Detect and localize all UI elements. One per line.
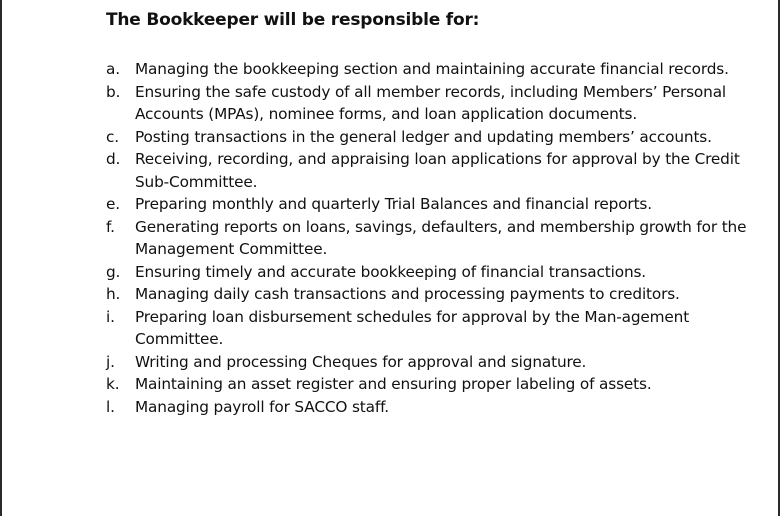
list-marker: i.	[106, 307, 115, 326]
list-marker: d.	[106, 150, 121, 168]
list-item	[106, 148, 766, 193]
list-item-text: Posting transactions in the general ledger and updating members’ accounts.	[135, 127, 712, 146]
list-marker: a.	[106, 60, 120, 78]
list-item	[106, 216, 766, 261]
list-marker: l.	[106, 397, 115, 416]
list-item	[106, 396, 766, 419]
list-item-text: Managing daily cash transactions and processing payments to creditors.	[135, 285, 680, 303]
list-marker: f.	[106, 217, 115, 236]
list-marker: e.	[106, 195, 120, 213]
list-marker: g.	[106, 262, 121, 281]
section-heading: The Bookkeeper will be responsible for:	[106, 10, 480, 30]
list-marker: j.	[106, 352, 115, 371]
list-item	[106, 351, 766, 374]
list-item-text: Writing and processing Cheques for approval and signature.	[135, 352, 587, 371]
list-item-text: Receiving, recording, and appraising loan applications for approval by the Credit Sub-Committee.	[135, 150, 740, 191]
list-item	[106, 283, 766, 306]
list-item-text: Ensuring timely and accurate bookkeeping of financial transactions.	[135, 262, 647, 281]
list-item	[106, 81, 766, 126]
list-item	[106, 261, 766, 284]
list-item	[106, 193, 766, 216]
list-item-text: Ensuring the safe custody of all member records, including Members’ Personal Accounts (MPAs), nominee forms, and loan application documents.	[135, 82, 727, 123]
list-item	[106, 373, 766, 396]
list-item-text: Maintaining an asset register and ensuring proper labeling of assets.	[135, 375, 652, 393]
list-item	[106, 126, 766, 149]
list-marker: k.	[106, 375, 120, 393]
list-item	[106, 306, 766, 351]
list-item-text: Managing the bookkeeping section and maintaining accurate financial records.	[135, 60, 729, 78]
list-marker: b.	[106, 82, 121, 101]
left-border-line	[0, 0, 2, 516]
list-marker: c.	[106, 127, 119, 146]
list-item-text: Generating reports on loans, savings, defaulters, and membership growth for the Management Committee.	[135, 217, 747, 258]
list-item-text: Managing payroll for SACCO staff.	[135, 397, 389, 416]
list-item-text: Preparing monthly and quarterly Trial Balances and financial reports.	[135, 195, 652, 213]
list-item-text: Preparing loan disbursement schedules for approval by the Man-agement Committee.	[135, 307, 690, 348]
list-marker: h.	[106, 285, 121, 303]
responsibilities-list	[106, 58, 766, 418]
list-item	[106, 58, 766, 81]
